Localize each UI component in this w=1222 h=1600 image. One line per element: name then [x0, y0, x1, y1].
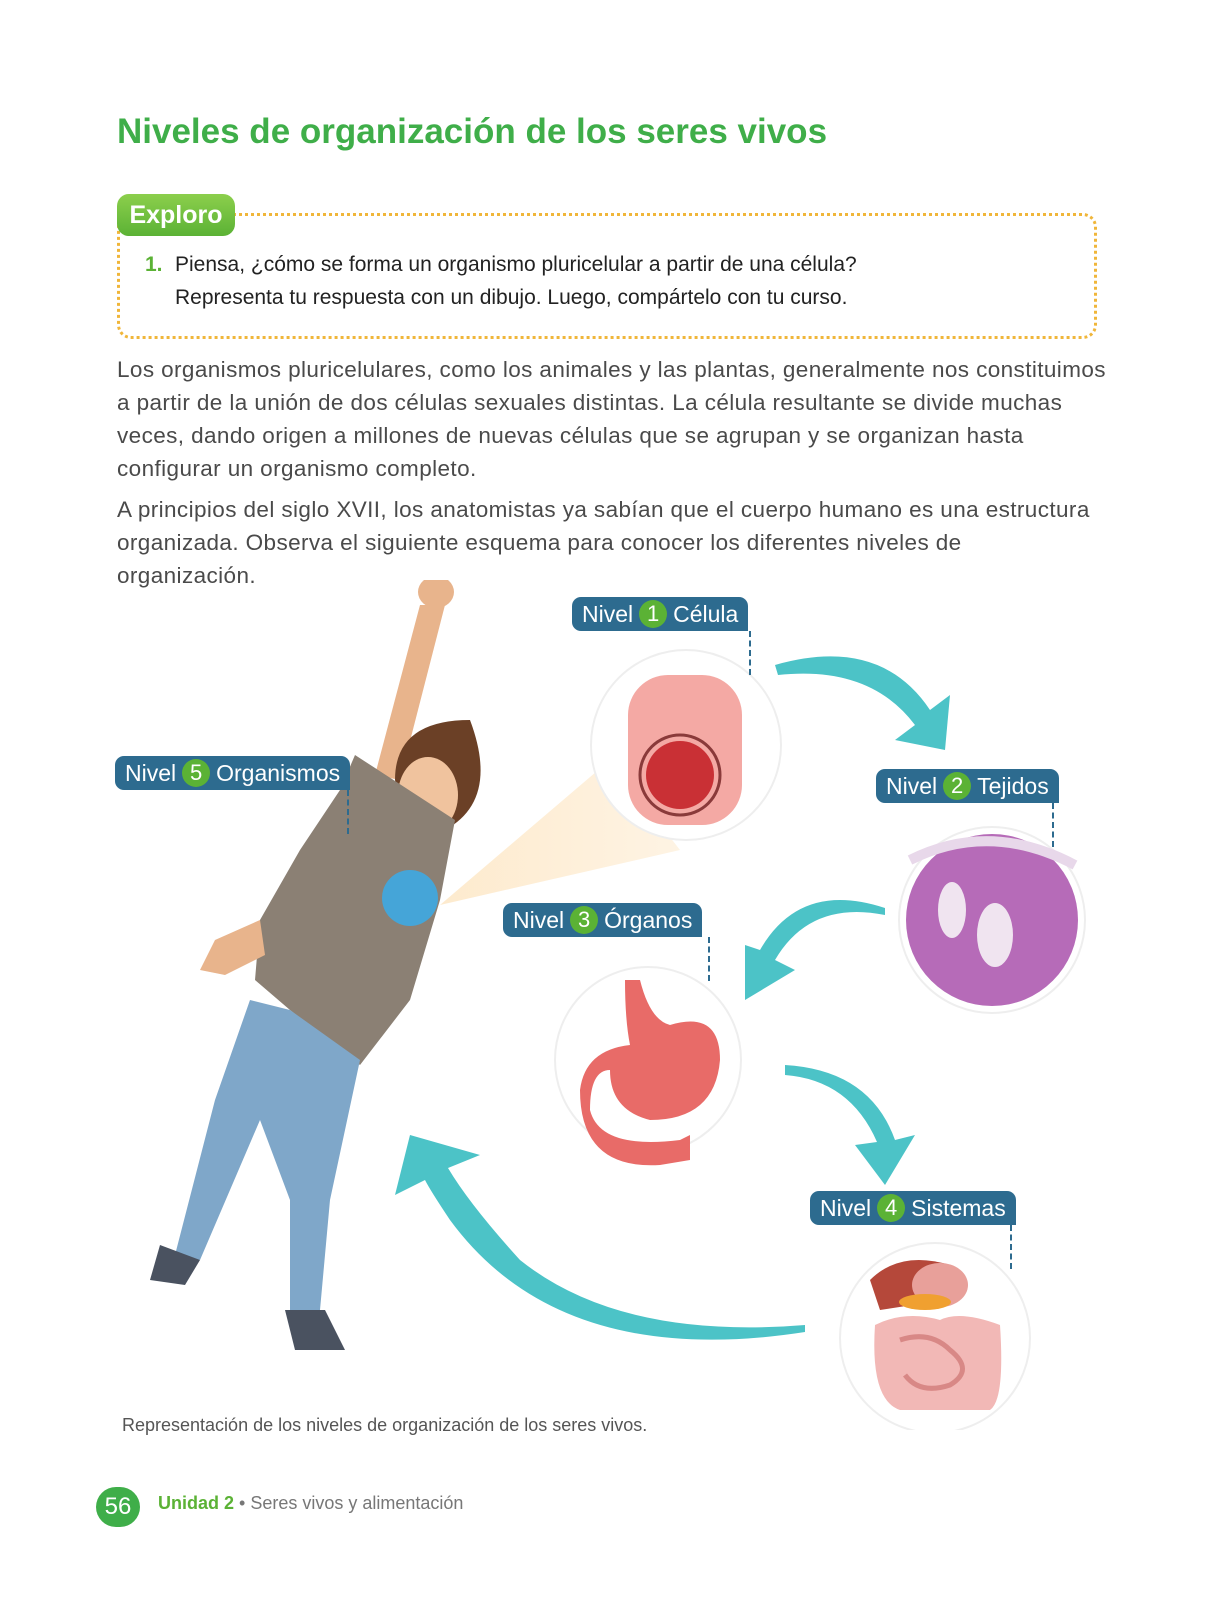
level-5-word: Nivel [125, 759, 177, 786]
organ-circle [555, 967, 741, 1165]
level-5-connector [347, 790, 349, 834]
level-4-word: Nivel [820, 1194, 872, 1221]
level-1-label [572, 597, 748, 631]
level-3-word: Nivel [513, 906, 565, 933]
footer-unit: Unidad 2 [158, 1493, 235, 1513]
question-line-1: Piensa, ¿cómo se forma un organismo pluricelular a partir de una célula? [175, 253, 857, 276]
paragraph-1: Los organismos pluricelulares, como los animales y las plantas, generalmente nos constituimos a partir de la unión de dos células sexuales distintas. La célula resultante se divide muchas veces, dando origen a millones de nuevas células que se agrupan y se organizan hasta configurar un organismo completo. [117, 357, 1106, 481]
level-1-name: Célula [673, 600, 739, 627]
arrow-organ-to-system [785, 1065, 915, 1185]
level-4-connector [1010, 1225, 1012, 1269]
page-title: Niveles de organización de los seres vivos [117, 112, 828, 151]
level-5-label [115, 756, 350, 790]
question-number: 1. [145, 253, 163, 276]
levels-diagram [0, 580, 1222, 1430]
level-4-label [810, 1191, 1016, 1225]
footer-separator: • [234, 1493, 251, 1513]
figure-caption: Representación de los niveles de organización de los seres vivos. [122, 1415, 648, 1435]
arrow-tissue-to-organ [745, 900, 885, 1000]
level-3-connector [708, 937, 710, 981]
level-3-name: Órganos [604, 906, 693, 933]
level-4-name: Sistemas [911, 1194, 1006, 1221]
explore-tab: Exploro [117, 194, 235, 236]
footer-subject: Seres vivos y alimentación [250, 1493, 464, 1513]
level-4-number: 4 [877, 1194, 905, 1222]
level-2-label [876, 769, 1059, 803]
footer-text [158, 1493, 463, 1514]
tissue-circle [899, 827, 1085, 1013]
level-2-connector [1052, 803, 1054, 847]
system-circle [840, 1243, 1030, 1430]
page-number: 56 [96, 1487, 140, 1527]
level-5-number: 5 [182, 759, 210, 787]
level-1-number: 1 [639, 600, 667, 628]
level-1-connector [749, 631, 751, 675]
level-5-name: Organismos [216, 759, 341, 786]
level-2-number: 2 [943, 772, 971, 800]
arrow-cell-to-tissue [775, 656, 950, 750]
question-line-2: Representa tu respuesta con un dibujo. Luego, compártelo con tu curso. [175, 286, 848, 309]
boy-illustration [150, 580, 481, 1350]
level-3-label [503, 903, 702, 937]
level-1-word: Nivel [582, 600, 634, 627]
level-3-number: 3 [570, 906, 598, 934]
paragraph-2: A principios del siglo XVII, los anatomistas ya sabían que el cuerpo humano es una estructura organizada. Observa el siguiente esquema para conocer los diferentes niveles de organización. [117, 497, 1090, 588]
level-2-name: Tejidos [977, 772, 1049, 799]
level-2-word: Nivel [886, 772, 938, 799]
cell-circle [591, 650, 781, 840]
arrow-system-to-organism [395, 1135, 805, 1340]
